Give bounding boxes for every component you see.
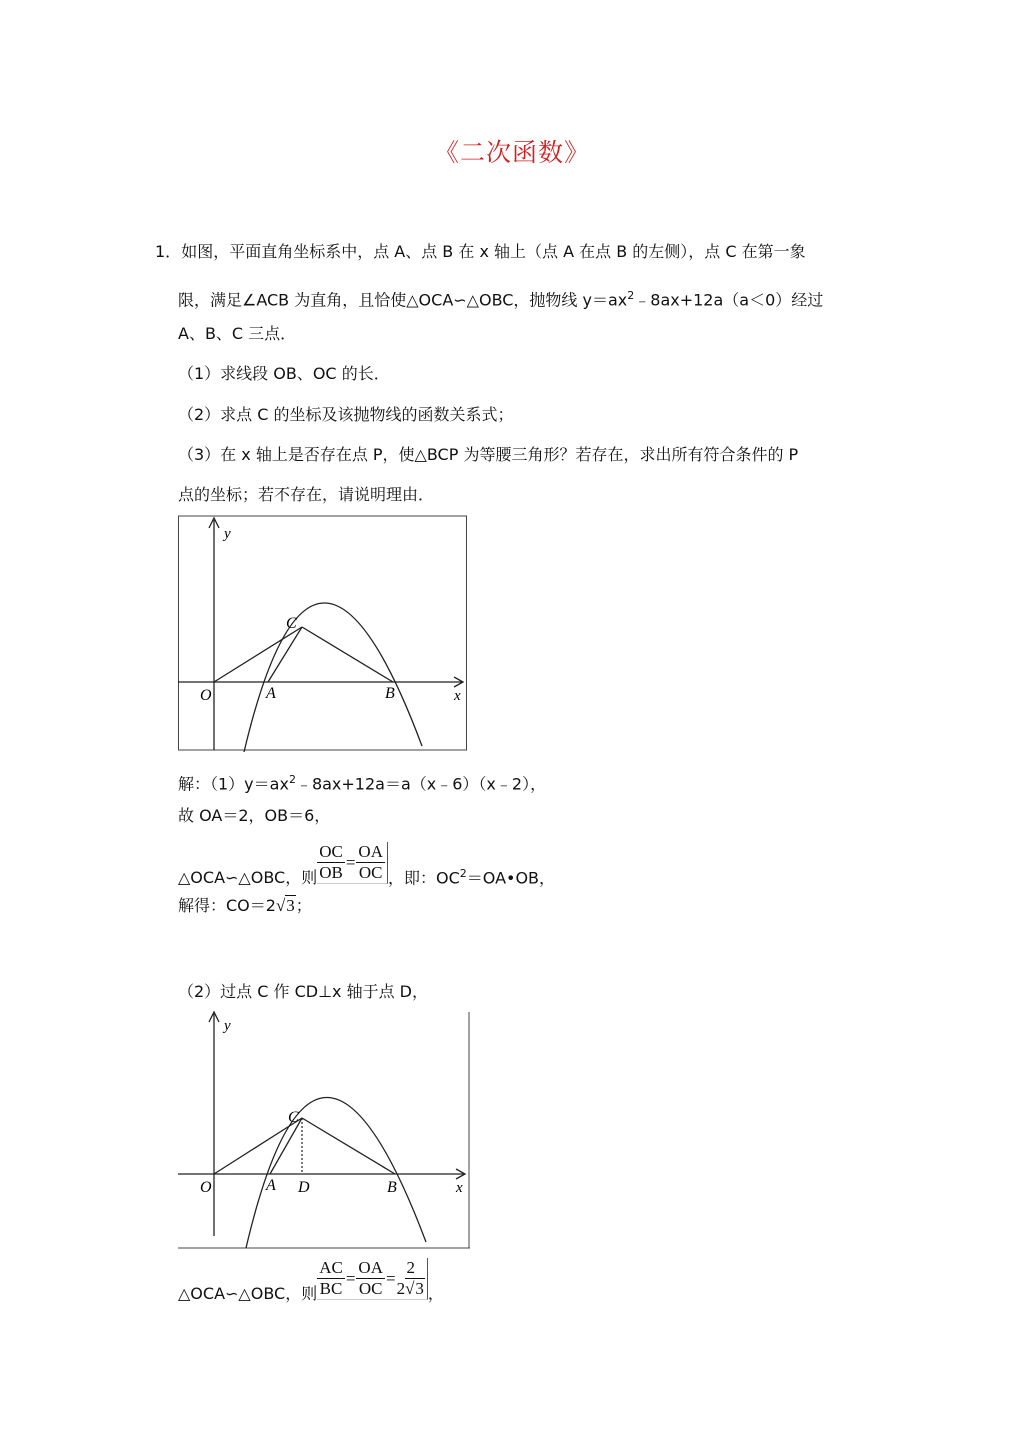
numerator: OA <box>358 1258 383 1277</box>
segment-CB <box>302 1118 395 1174</box>
label-A: A <box>266 1177 276 1194</box>
solution-text-3a: △OCA∽△OBC，则 <box>178 868 318 887</box>
ratio-equation-2 <box>317 1258 428 1300</box>
numerator: 2 <box>406 1258 415 1277</box>
question-3-line-2: 点的坐标；若不存在，请说明理由． <box>178 485 435 504</box>
question-2: （2）求点 C 的坐标及该抛物线的函数关系式； <box>178 405 514 424</box>
page-title: 《二次函数》 <box>433 138 590 167</box>
label-C: C <box>286 615 297 632</box>
solution-text-5b: ， <box>427 1284 444 1303</box>
label-C: C <box>288 1109 299 1126</box>
label-O: O <box>200 1179 212 1196</box>
equals-sign: = <box>385 1268 396 1288</box>
figure-2-graph <box>178 1006 472 1250</box>
question-1: （1）求线段 OB、OC 的长． <box>178 364 390 383</box>
label-D: D <box>298 1179 310 1196</box>
coefficient: 2 <box>396 1279 406 1298</box>
segment-OC <box>214 1118 302 1174</box>
text: ，即：OC <box>387 868 460 887</box>
solution-text-4a: 解得：CO＝2 <box>178 896 276 915</box>
numerator: OA <box>358 842 383 861</box>
sqrt-3: √3 <box>275 896 295 915</box>
label-x: x <box>454 688 461 704</box>
ratio-equation-1 <box>317 842 388 884</box>
radicand: 3 <box>286 896 295 915</box>
problem-text-2b: ﹣8ax+12a（a＜0）经过 <box>634 290 824 310</box>
label-B: B <box>387 1179 397 1196</box>
exponent: 2 <box>288 773 296 786</box>
label-y: y <box>224 526 231 542</box>
denominator: BC <box>319 1279 343 1298</box>
solution-text-5a: △OCA∽△OBC，则 <box>178 1284 318 1303</box>
problem-text-2a: 限，满足∠ACB 为直角，且恰使△OCA∽△OBC，抛物线 y＝ax <box>178 290 628 310</box>
denominator <box>397 1279 425 1299</box>
label-x: x <box>456 1180 463 1196</box>
solution-text-4b: ； <box>295 896 312 915</box>
label-B: B <box>385 685 395 702</box>
radicand: 3 <box>415 1279 424 1298</box>
figure-1-graph <box>178 512 468 752</box>
figure-border <box>179 516 467 750</box>
parabola <box>246 1097 426 1248</box>
sqrt-3: √3 <box>405 1279 424 1298</box>
solution-line-3 <box>178 836 555 892</box>
part-2-heading: （2）过点 C 作 CD⊥x 轴于点 D， <box>178 982 429 1001</box>
problem-number: 1． <box>155 242 182 261</box>
problem-text-1: 如图，平面直角坐标系中，点 A、点 B 在 x 轴上（点 A 在点 B 的左侧），点 C 在第一象 <box>181 242 806 261</box>
exponent: 2 <box>459 866 467 880</box>
solution-text-1a: 解：（1）y＝ax <box>178 774 289 794</box>
numerator: OC <box>319 842 343 861</box>
problem-line-1 <box>155 242 806 262</box>
problem-line-2 <box>178 286 823 310</box>
solution-line-5 <box>178 1252 444 1308</box>
label-O: O <box>200 687 212 704</box>
numerator: AC <box>319 1258 343 1277</box>
solution-text-1b: ﹣8ax+12a＝a（x﹣6）（x﹣2）， <box>295 774 547 794</box>
exponent: 2 <box>627 289 635 302</box>
question-3-line-1: （3）在 x 轴上是否存在点 P，使△BCP 为等腰三角形？若存在，求出所有符合条件的 P <box>178 445 799 464</box>
fraction-2-over-2sqrt3 <box>397 1258 425 1299</box>
segment-OC <box>214 627 302 682</box>
fraction-oa-oc <box>356 1258 385 1299</box>
equals-sign: = <box>345 1268 356 1288</box>
solution-text-3b <box>388 864 555 888</box>
fraction-oc-ob <box>317 842 345 883</box>
segment-CB <box>302 627 393 682</box>
equals-sign: = <box>345 852 356 872</box>
solution-line-1 <box>178 770 546 794</box>
fraction-oa-oc <box>356 842 385 883</box>
label-y: y <box>224 1018 231 1034</box>
solution-line-2: 故 OA＝2，OB＝6， <box>178 806 331 825</box>
denominator: OB <box>319 863 343 882</box>
solution-line-4 <box>178 896 312 916</box>
denominator: OC <box>358 863 383 882</box>
segment-AC <box>270 1118 302 1174</box>
problem-line-3: A、B、C 三点． <box>178 324 297 343</box>
text: ＝OA•OB， <box>466 868 556 887</box>
label-A: A <box>266 685 276 702</box>
fraction-ac-bc <box>317 1258 345 1299</box>
denominator: OC <box>358 1279 383 1298</box>
